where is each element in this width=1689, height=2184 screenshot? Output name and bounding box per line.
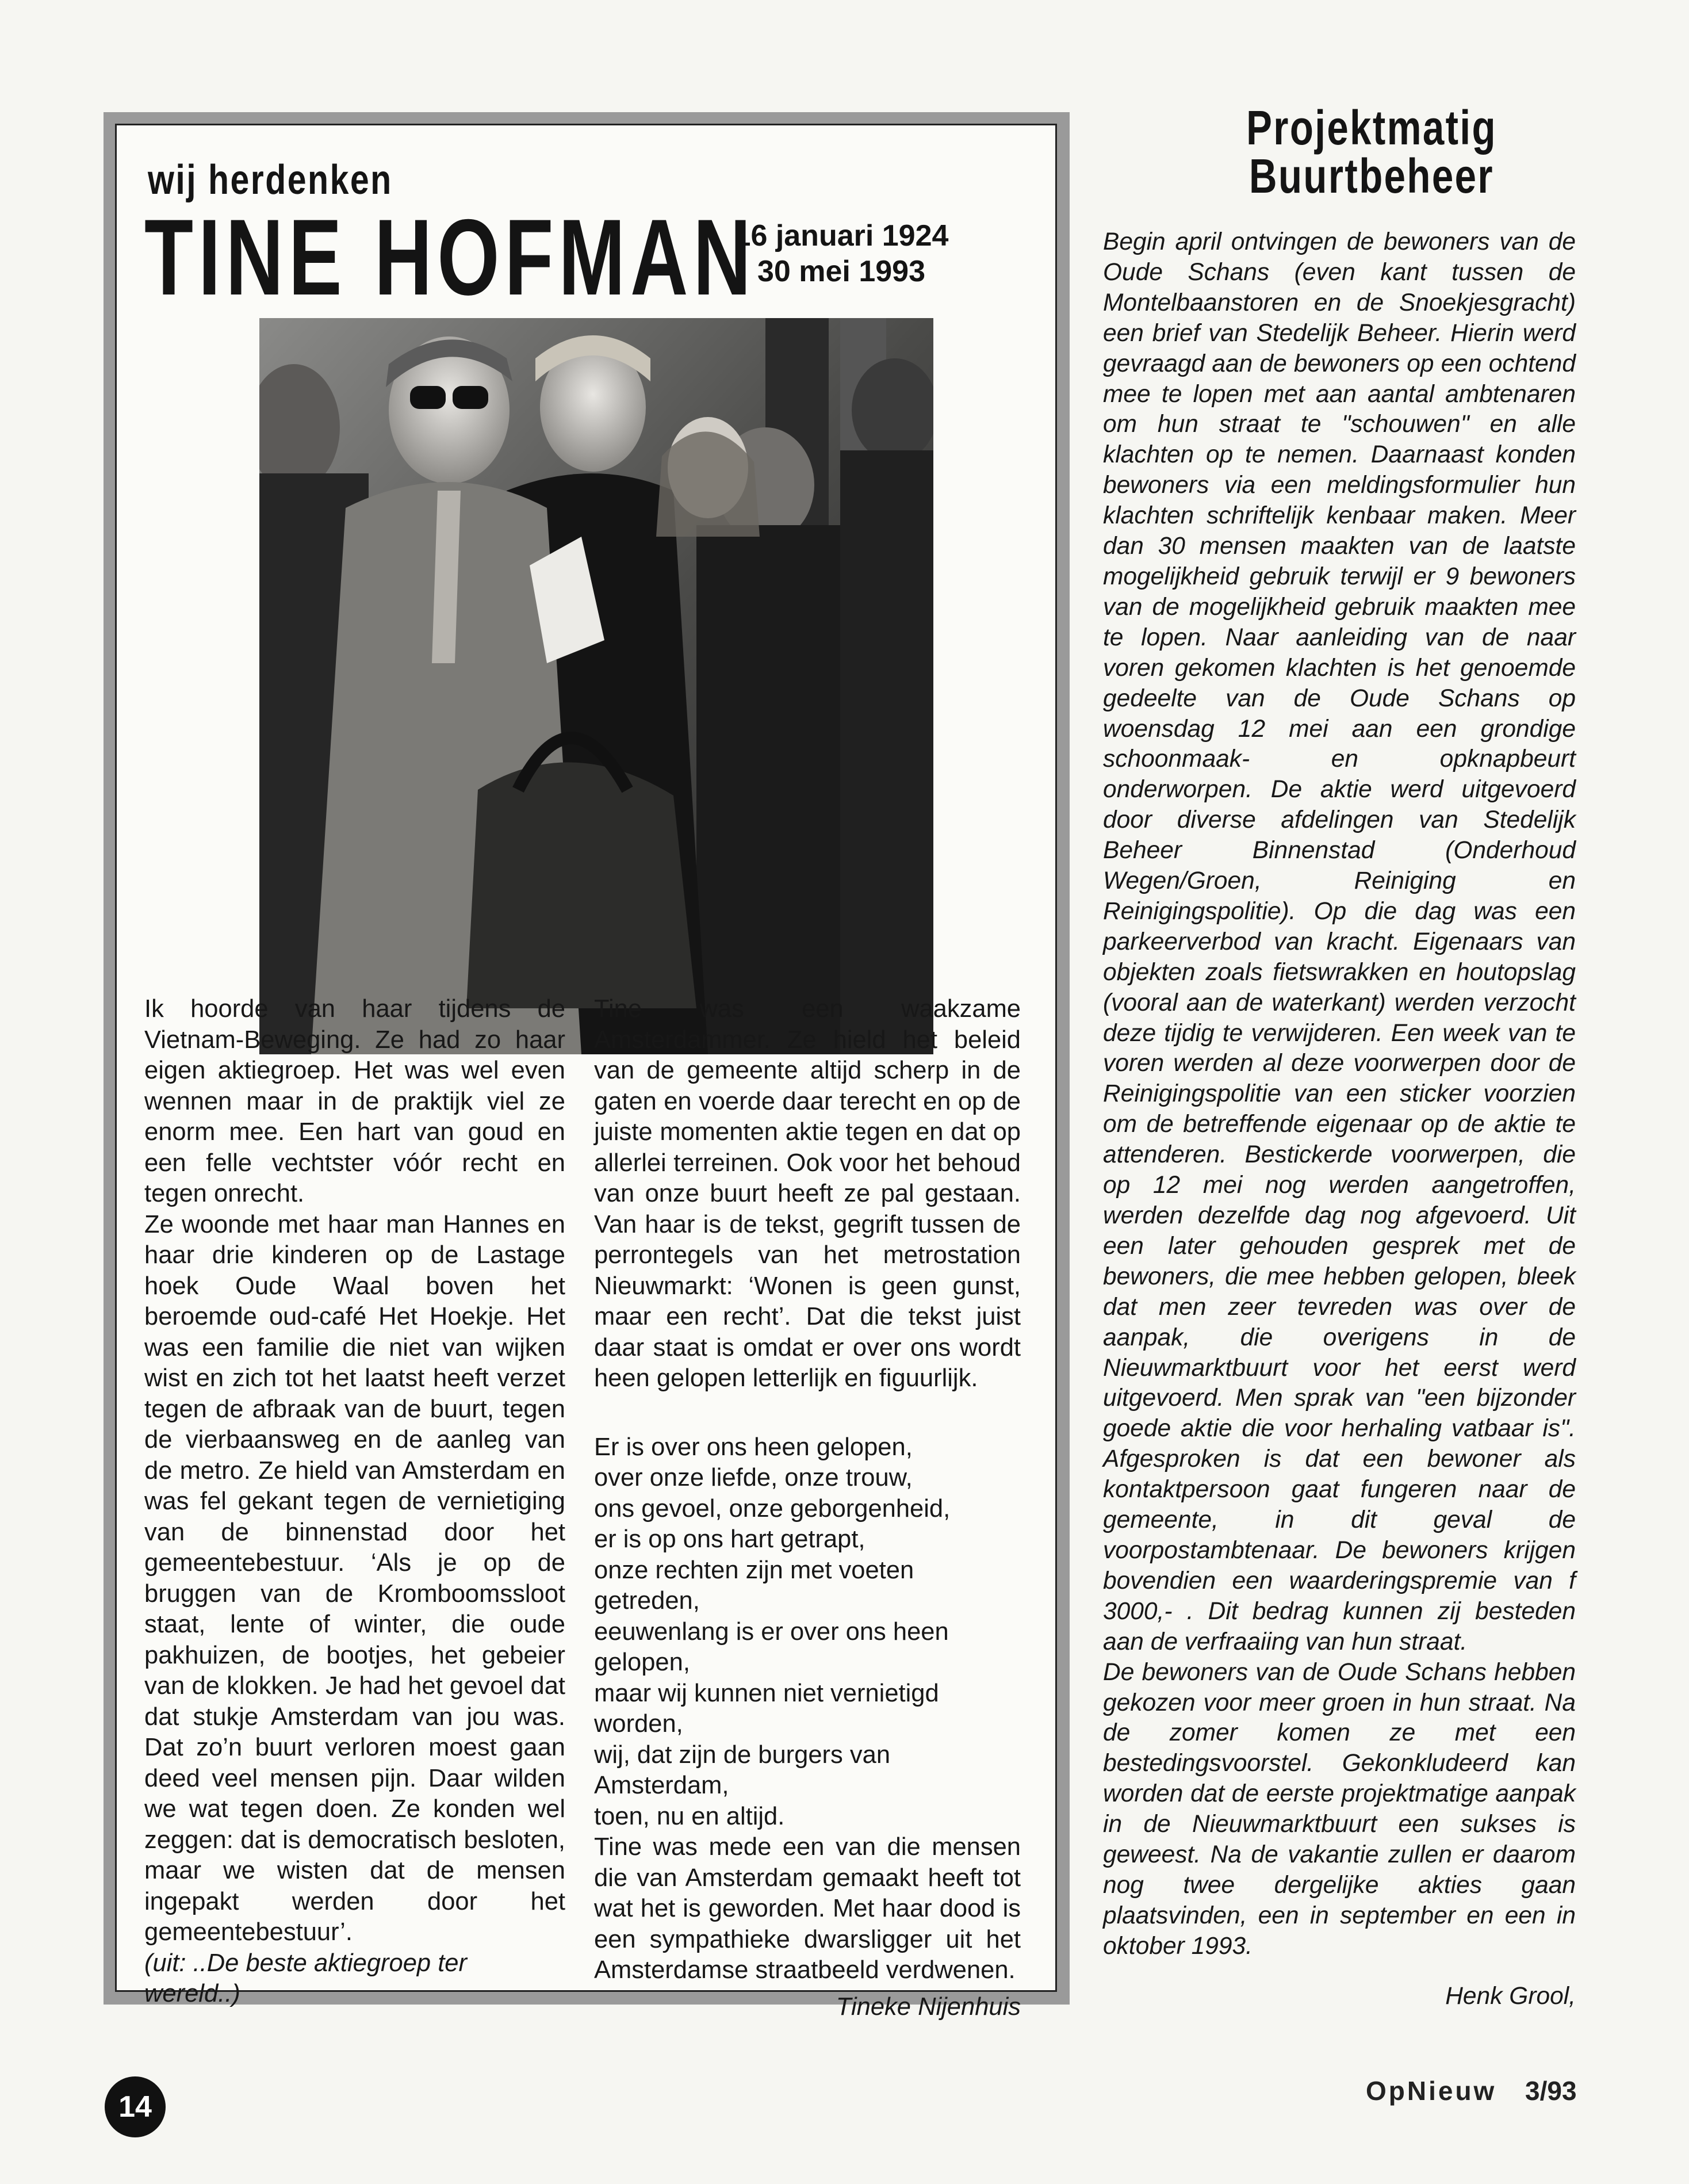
- col2-paragraph-2: Tine was mede een van die mensen die van Amsterdam gemaakt heeft tot wat het is geworden. Met haar dood is een sympathieke dwarsligger uit het Amsterdamse straatbeeld verdwenen.: [594, 1833, 1021, 1984]
- memorial-title: TINE HOFMAN: [144, 197, 756, 318]
- memorial-inner-frame: [115, 124, 1057, 2021]
- poem-line: wij, dat zijn de burgers van Amsterdam,: [594, 1741, 891, 1799]
- date-birth: 16 januari 1924: [734, 219, 949, 253]
- poem-line: eeuwenlang is er over ons heen gelopen,: [594, 1617, 949, 1676]
- poem-line: toen, nu en altijd.: [594, 1802, 785, 1830]
- col1-source-note: (uit: ..De beste aktiegroep ter wereld..): [144, 1949, 467, 2007]
- memorial-column-1: [144, 994, 565, 2010]
- article-author: Henk Grool,: [1445, 1982, 1576, 2010]
- date-death: 30 mei 1993: [757, 255, 926, 288]
- col1-paragraph-1: Ik hoorde van haar tijdens de Vietnam-Beweging. Ze had zo haar eigen aktiegroep. Het was wel even wennen maar in de praktijk viel ze enorm mee. Een hart van goud en een felle vechtster vóór recht en tegen onrecht.: [144, 995, 565, 1207]
- author-signature: Tineke Nijenhuis: [836, 1992, 1021, 2021]
- article-heading: [1127, 101, 1616, 203]
- poem-line: maar wij kunnen niet vernietigd worden,: [594, 1679, 939, 1738]
- col1-paragraph-2: Ze woonde met haar man Hannes en haar drie kinderen op de Lastage hoek Oude Waal boven het beroemde oud-café Het Hoekje. Het was een familie die niet van wijken wist en zich tot het laatst heeft verzet tegen de afbraak van de buurt, tegen de vierbaansweg en de aanleg van de metro. Ze hield van Amsterdam en was fel gekant tegen de vernietiging van de binnenstad door het gemeentebestuur. ‘Als je op de bruggen van de Kromboomssloot staat, lente of winter, die oude pakhuizen, de bootjes, het gebeier van de klokken. Je had het gevoel dat dat stukje Amsterdam van jou was. Dat zo’n buurt verloren moest gaan deed veel mensen pijn. Daar wilden we wat tegen doen. Ze konden wel zeggen: dat is democratisch besloten, maar we wisten dat de mensen ingepakt werden door het gemeentebestuur’.: [144, 1210, 565, 1946]
- article-title-line-1: Projektmatig: [1246, 101, 1497, 155]
- page-number-badge: 14: [105, 2076, 166, 2137]
- magazine-name: OpNieuw: [1366, 2076, 1497, 2106]
- article-body: [1103, 227, 1576, 2012]
- poem-line: ons gevoel, onze geborgenheid,: [594, 1494, 951, 1523]
- issue-number: 3/93: [1525, 2076, 1577, 2106]
- poem-line: er is op ons hart getrapt,: [594, 1525, 865, 1553]
- poem-line: onze rechten zijn met voeten getreden,: [594, 1556, 914, 1615]
- memorial-box: [104, 112, 1070, 2021]
- memorial-kicker: wij herdenken: [148, 157, 393, 203]
- crowd-photo-illustration: [259, 318, 933, 1054]
- crowd-photo: [259, 318, 933, 1054]
- poem-line: over onze liefde, onze trouw,: [594, 1464, 913, 1491]
- col2-paragraph-1: Tine was een waakzame Amsterdammer. Ze hield het beleid van de gemeente altijd scherp in de gaten en voerde daar terecht en op de juiste momenten aktie tegen en dat op allerlei terreinen. Ook voor het behoud van onze buurt heeft ze pal gestaan. Van haar is de tekst, gegrift tussen de perrontegels van het metrostation Nieuwmarkt: ‘Wonen is geen gunst, maar een recht’. Dat die tekst juist daar staat is omdat er over ons wordt heen gelopen letterlijk en figuurlijk.: [594, 995, 1021, 1392]
- article-paragraph-1: Begin april ontvingen de bewoners van de Oude Schans (even kant tussen de Montelbaanstoren en de Snoekjesgracht) een brief van Stedelijk Beheer. Hierin werd gevraagd aan de bewoners op een ochtend mee te lopen met aan aantal ambtenaren om hun straat te "schouwen" en alle klachten op te nemen. Daarnaast konden bewoners via een meldingsformulier hun klachten schriftelijk kenbaar maken. Meer dan 30 mensen maakten van de laatste mogelijkheid gebruik terwijl er 9 bewoners van de mogelijkheid gebruik maakten mee te lopen. Naar aanleiding van de naar voren gekomen klachten is het genoemde gedeelte van de Oude Schans op woensdag 12 mei aan een grondige schoonmaak- en opknapbeurt onderworpen. De aktie werd uitgevoerd door diverse afdelingen van Stedelijk Beheer Binnenstad (Onderhoud Wegen/Groen, Reiniging en Reinigingspolitie). Op die dag was een parkeerverbod van kracht. Eigenaars van objekten zoals fietswrakken en houtopslag (vooral aan de waterkant) werden verzocht deze tijdig te verwijderen. Een week van te voren werden al deze voorwerpen door de Reinigingspolitie van een sticker voorzien om de betreffende eigenaar op de aktie te attenderen. Bestickerde voorwerpen, die op 12 mei nog werden aangetroffen, werden dezelfde dag nog afgevoerd. Uit een later gehouden gesprek met de bewoners, die mee hebben gelopen, bleek dat men zeer tevreden was over de aanpak, die overigens in de Nieuwmarktbuurt voor het eerst werd uitgevoerd. Men sprak van "een bijzonder goede aktie die voor herhaling vatbaar is". Afgesproken is dat een bewoner als kontaktpersoon gaat fungeren naar de gemeente, in dit geval de voorpostambtenaar. De bewoners krijgen bovendien een waarderingspremie van f 3000,- . Dit bedrag kunnen zij besteden aan de verfraaiing van hun straat.: [1103, 228, 1576, 1655]
- article-paragraph-2: De bewoners van de Oude Schans hebben gekozen voor meer groen in hun straat. Na de zomer komen ze met een bestedingsvoorstel. Gekonkludeerd kan worden dat de eerste projektmatige aanpak in de Nieuwmarktbuurt een sukses is geweest. Na de vakantie zullen er daarom nog twee dergelijke akties gaan plaatsvinden, een in september en een in oktober 1993.: [1103, 1658, 1576, 1960]
- memorial-column-2: [594, 994, 1021, 2022]
- article-title-line-2: Buurtbeheer: [1249, 149, 1494, 203]
- poem-line: Er is over ons heen gelopen,: [594, 1433, 913, 1461]
